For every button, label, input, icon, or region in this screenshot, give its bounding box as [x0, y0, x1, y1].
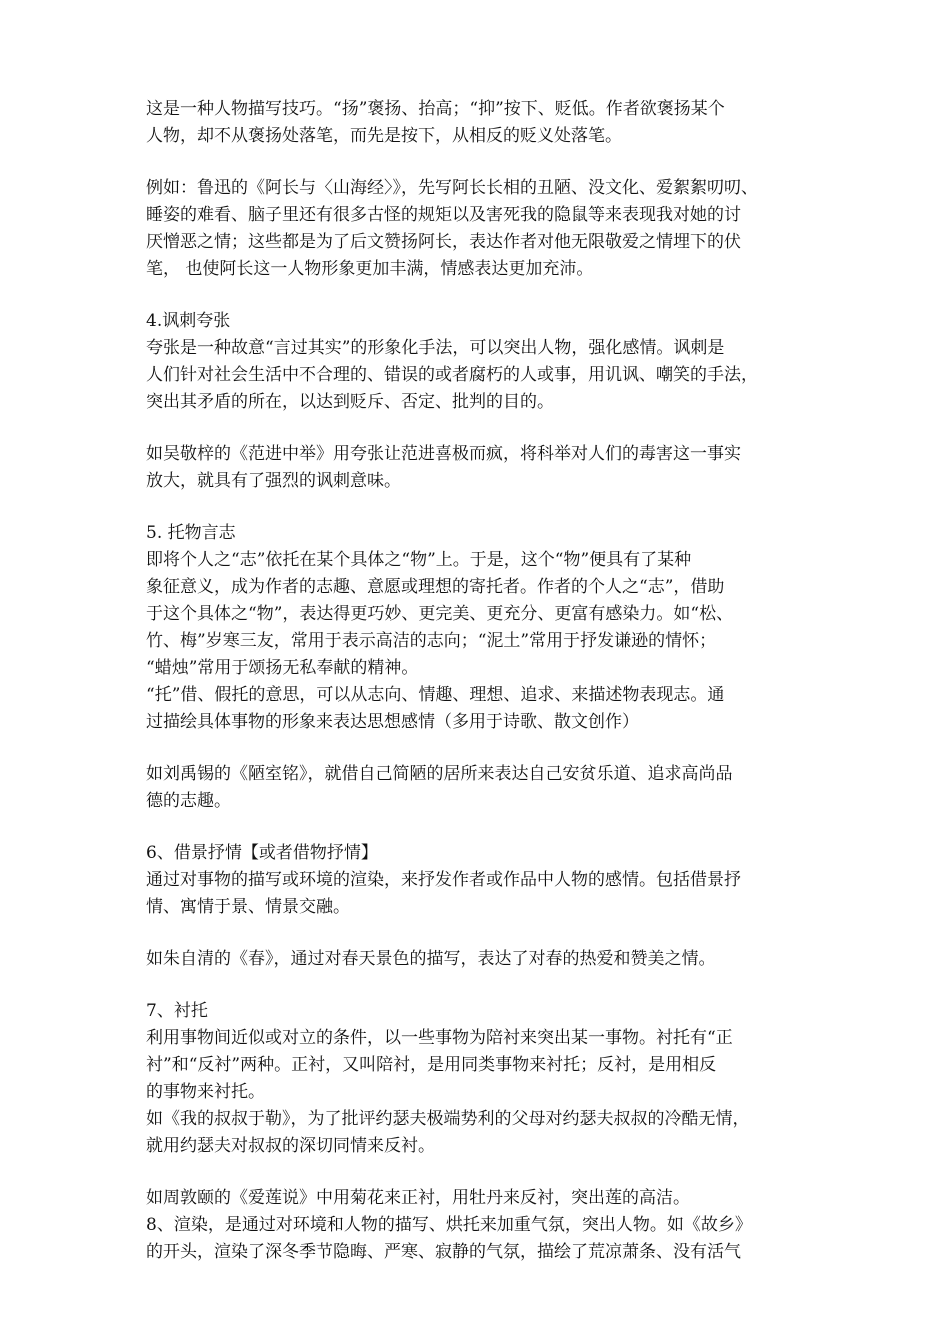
section-chentuo	[146, 998, 816, 1160]
text-line: 象征意义，成为作者的志趣、意愿或理想的寄托者。作者的个人之“志”，借助	[146, 577, 725, 597]
paragraph-chentuo-example-and-xuanran	[146, 1185, 816, 1266]
section-heading: 6、借景抒情【或者借物抒情】	[146, 843, 378, 863]
paragraph-gap	[146, 283, 816, 308]
text-line: 衬”和“反衬”两种。正衬，又叫陪衬，是用同类事物来衬托；反衬，是用相反	[146, 1055, 717, 1075]
section-heading: 4.讽刺夸张	[146, 311, 231, 331]
text-line: 情、寓情于景、情景交融。	[146, 897, 350, 917]
paragraph-gap	[146, 495, 816, 520]
text-line: 厌憎恶之情；这些都是为了后文赞扬阿长，表达作者对他无限敬爱之情埋下的伏	[146, 232, 741, 252]
text-line: 人们针对社会生活中不合理的、错误的或者腐朽的人或事，用讥讽、嘲笑的手法，	[146, 365, 758, 385]
paragraph-gap	[146, 815, 816, 840]
section-heading: 5. 托物言志	[146, 523, 236, 543]
text-line: 的事物来衬托。	[146, 1082, 265, 1102]
text-line: 如朱自清的《春》，通过对春天景色的描写，表达了对春的热爱和赞美之情。	[146, 949, 716, 969]
paragraph-gap	[146, 921, 816, 946]
paragraph-yangyi-example	[146, 175, 816, 283]
text-line: 的开头，渲染了深冬季节隐晦、严寒、寂静的气氛，描绘了荒凉萧条、没有活气	[146, 1242, 741, 1262]
text-line: 人物，却不从褒扬处落笔，而先是按下，从相反的贬义处落笔。	[146, 126, 622, 146]
paragraph-gap	[146, 416, 816, 441]
text-line: 竹、梅”岁寒三友，常用于表示高洁的志向；“泥土”常用于抒发谦逊的情怀；	[146, 631, 717, 651]
text-line: 例如：鲁迅的《阿长与〈山海经〉》，先写阿长长相的丑陋、没文化、爱絮絮叨叨、	[146, 178, 758, 198]
text-line: 这是一种人物描写技巧。“扬”褒扬、抬高；“抑”按下、贬低。作者欲褒扬某个	[146, 99, 725, 119]
text-line: 利用事物间近似或对立的条件，以一些事物为陪衬来突出某一事物。衬托有“正	[146, 1028, 733, 1048]
text-line: “托”借、假托的意思，可以从志向、情趣、理想、追求、来描述物表现志。通	[146, 685, 725, 705]
text-line: 笔， 也使阿长这一人物形象更加丰满，情感表达更加充沛。	[146, 259, 594, 279]
paragraph-gap	[146, 973, 816, 998]
paragraph-yangyi-definition	[146, 96, 816, 150]
text-line: 8、渲染，是通过对环境和人物的描写、烘托来加重气氛，突出人物。如《故乡》	[146, 1215, 752, 1235]
paragraph-tuowu-example	[146, 761, 816, 815]
paragraph-gap	[146, 736, 816, 761]
text-line: 睡姿的难看、脑子里还有很多古怪的规矩以及害死我的隐鼠等来表现我对她的讨	[146, 205, 741, 225]
text-line: 如刘禹锡的《陋室铭》，就借自己简陋的居所来表达自己安贫乐道、追求高尚品	[146, 764, 733, 784]
section-tuowu-yanzhi	[146, 520, 816, 736]
text-line: 夸张是一种故意“言过其实”的形象化手法，可以突出人物，强化感情。讽刺是	[146, 338, 725, 358]
text-line: 就用约瑟夫对叔叔的深切同情来反衬。	[146, 1136, 435, 1156]
document-page	[146, 96, 816, 1266]
paragraph-jiejing-example	[146, 946, 816, 973]
section-heading: 7、衬托	[146, 1001, 208, 1021]
text-line: 德的志趣。	[146, 791, 231, 811]
section-satire-exaggeration	[146, 308, 816, 416]
paragraph-satire-example	[146, 441, 816, 495]
text-line: 于这个具体之“物”，表达得更巧妙、更完美、更充分、更富有感染力。如“松、	[146, 604, 734, 624]
paragraph-gap	[146, 1160, 816, 1185]
text-line: 如《我的叔叔于勒》，为了批评约瑟夫极端势利的父母对约瑟夫叔叔的冷酷无情，	[146, 1109, 750, 1129]
text-line: 通过对事物的描写或环境的渲染，来抒发作者或作品中人物的感情。包括借景抒	[146, 870, 741, 890]
text-line: “蜡烛”常用于颂扬无私奉献的精神。	[146, 658, 419, 678]
text-line: 过描绘具体事物的形象来表达思想感情（多用于诗歌、散文创作）	[146, 712, 639, 732]
text-line: 如周敦颐的《爱莲说》中用菊花来正衬，用牡丹来反衬，突出莲的高洁。	[146, 1188, 690, 1208]
text-line: 突出其矛盾的所在，以达到贬斥、否定、批判的目的。	[146, 392, 554, 412]
text-line: 即将个人之“志”依托在某个具体之“物”上。于是，这个“物”便具有了某种	[146, 550, 692, 570]
text-line: 放大，就具有了强烈的讽刺意味。	[146, 471, 401, 491]
paragraph-gap	[146, 150, 816, 175]
text-line: 如吴敬梓的《范进中举》用夸张让范进喜极而疯，将科举对人们的毒害这一事实	[146, 444, 741, 464]
section-jiejing-shuqing	[146, 840, 816, 921]
